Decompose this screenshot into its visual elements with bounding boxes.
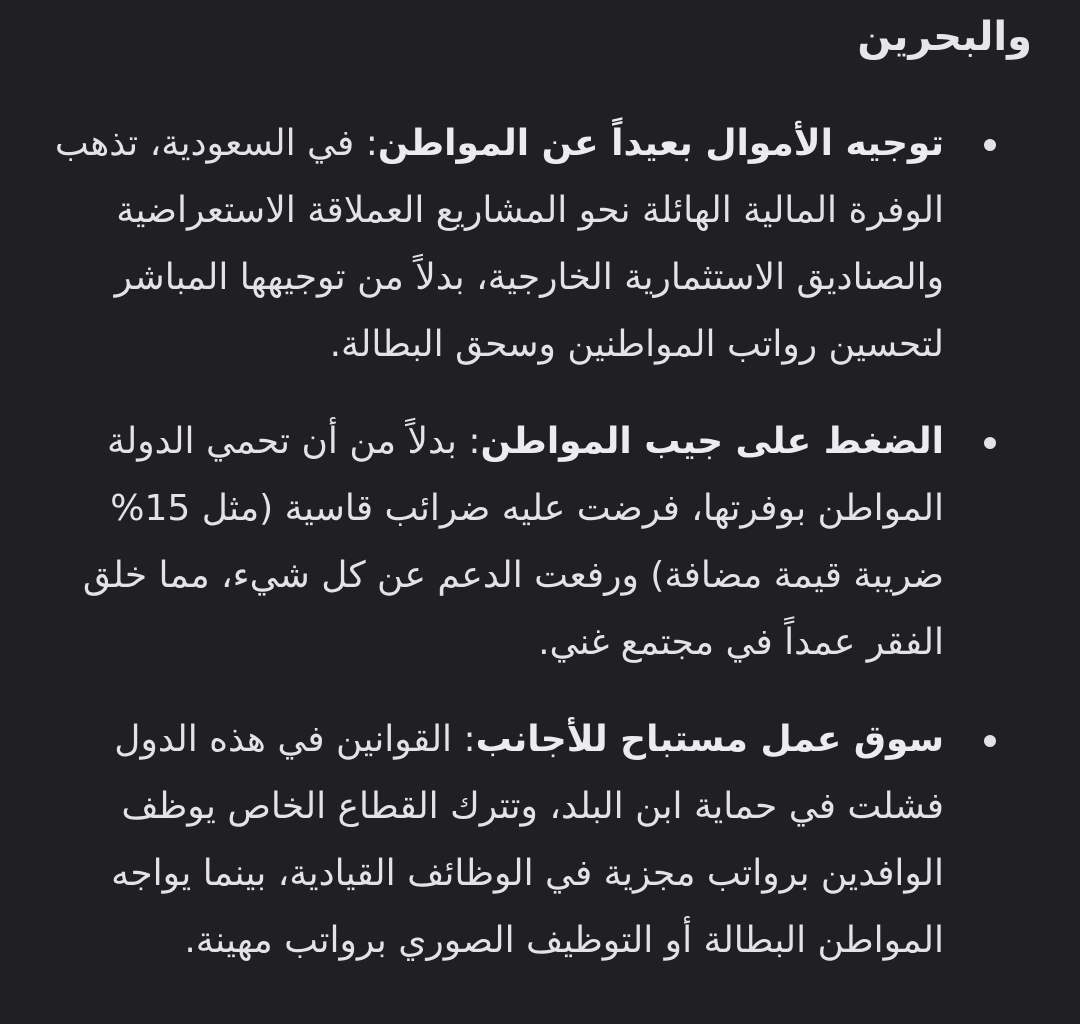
list-item-separator: : (365, 123, 378, 164)
bullet-list (40, 110, 1032, 974)
list-item-title: سوق عمل مستباح للأجانب (475, 719, 944, 760)
list-item-title: توجيه الأموال بعيداً عن المواطن (377, 123, 944, 164)
list-item (40, 706, 1032, 974)
section-heading: والبحرين (857, 14, 1032, 60)
list-item-separator: : (468, 421, 481, 462)
bullet-icon (984, 735, 996, 747)
list-item-separator: : (463, 719, 476, 760)
list-item (40, 110, 1032, 378)
bullet-icon (984, 437, 996, 449)
list-item-body: في السعودية، تذهب الوفرة المالية الهائلة نحو المشاريع العملاقة الاستعراضية والصناديق الاستثمارية الخارجية، بدلاً من توجيهها المباشر لتحسين رواتب المواطنين وسحق البطالة. (54, 123, 944, 365)
bullet-icon (984, 139, 996, 151)
list-item-body: بدلاً من أن تحمي الدولة المواطن بوفرتها، فرضت عليه ضرائب قاسية (مثل 15% ضريبة قيمة مضافة) ورفعت الدعم عن كل شيء، مما خلق الفقر عمداً في مجتمع غني. (82, 421, 944, 663)
list-item-body: القوانين في هذه الدول فشلت في حماية ابن البلد، وتترك القطاع الخاص يوظف الوافدين برواتب مجزية في الوظائف القيادية، بينما يواجه المواطن البطالة أو التوظيف الصوري برواتب مهينة. (111, 719, 944, 961)
list-item (40, 408, 1032, 676)
list-item-title: الضغط على جيب المواطن (480, 421, 944, 462)
